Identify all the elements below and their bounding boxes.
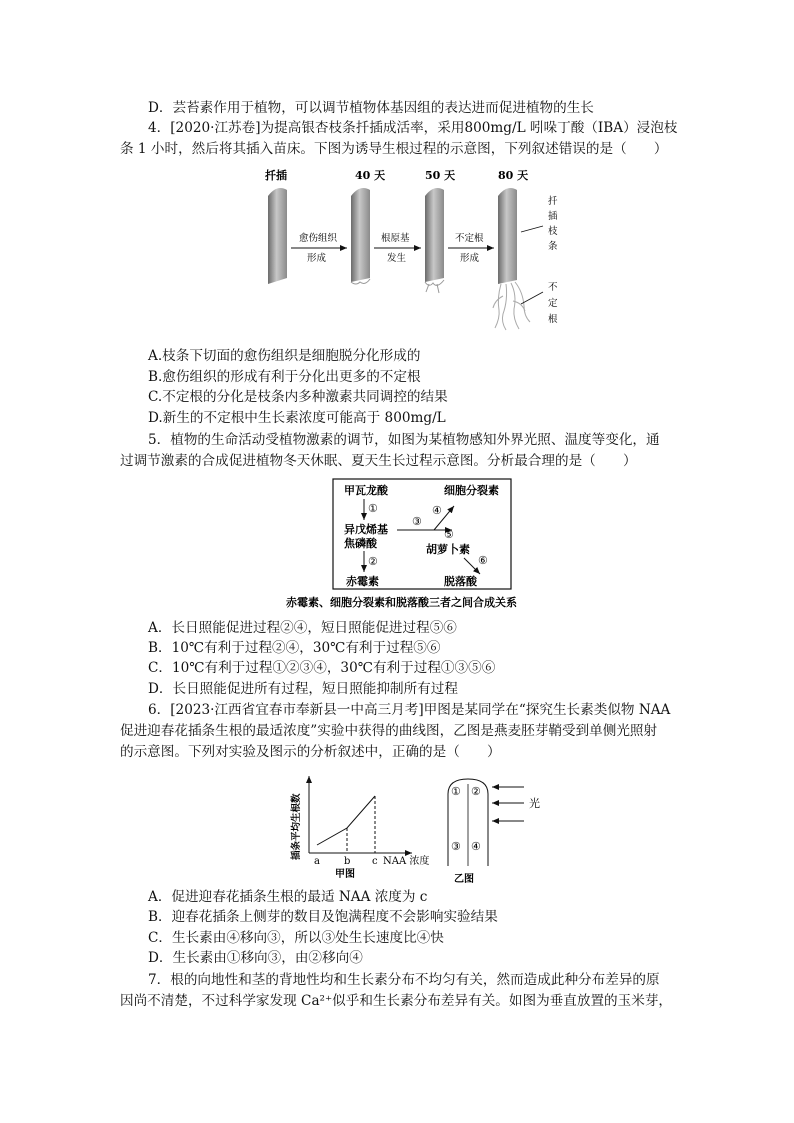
svg-text:⑤: ⑤ xyxy=(444,528,454,541)
svg-text:③: ③ xyxy=(412,515,422,528)
q6-option-a: A．促进迎春花插条生根的最适 NAA 浓度为 c xyxy=(148,889,428,905)
q6-stem-3: 的示意图。下列对实验及图示的分析叙述中，正确的是（ ） xyxy=(120,744,501,760)
caption-yi: 乙图 xyxy=(454,874,474,885)
curve xyxy=(317,796,375,845)
stem-stage-1 xyxy=(268,188,287,284)
label-branch: 插 xyxy=(548,211,558,222)
arrow-label: 形成 xyxy=(307,253,327,264)
node-cytokinin: 细胞分裂素 xyxy=(444,484,499,497)
arrow-label: 根原基 xyxy=(381,233,410,244)
node-ipp: 异戊烯基 xyxy=(344,523,388,536)
node-carotene: 胡萝卜素 xyxy=(426,543,470,556)
arrow-label: 不定根 xyxy=(455,233,484,244)
pos-1: ① xyxy=(451,785,461,798)
caption-jia: 甲图 xyxy=(335,869,355,880)
q7-stem-1: 7．根的向地性和茎的背地性均和生长素分布不均匀有关，然而造成此种分布差异的原 xyxy=(148,972,660,988)
q5-stem-2: 过调节激素的合成促进植物冬天休眠、夏天生长过程示意图。分析最合理的是（ ） xyxy=(120,453,637,469)
q4-option-b: B.愈伤组织的形成有利于分化出更多的不定根 xyxy=(148,369,421,385)
tick-a: a xyxy=(314,856,320,867)
svg-text:④: ④ xyxy=(432,504,442,517)
svg-text:②: ② xyxy=(368,555,378,568)
q4-option-d: D.新生的不定根中生长素浓度可能高于 800mg/L xyxy=(148,410,446,426)
q6-stem-1: 6．[2023·江西省宜春市奉新县一中高三月考]甲图是某同学在“探究生长素类似物 NAA xyxy=(148,702,671,718)
pos-3: ③ xyxy=(451,840,461,853)
stage-label: 50 天 xyxy=(425,169,456,182)
label-branch: 条 xyxy=(548,241,558,252)
q6-figure-jia xyxy=(287,770,447,882)
label-root: 不 xyxy=(548,282,558,293)
q5-option-a: A．长日照能促进过程②④，短日照能促进过程⑤⑥ xyxy=(148,620,457,636)
q5-option-d: D．长日照能促进所有过程，短日照能抑制所有过程 xyxy=(148,681,458,697)
y-axis-label: 插条平均生根数 xyxy=(291,793,302,860)
node-gibberellin: 赤霉素 xyxy=(346,575,379,588)
q6-figure-yi xyxy=(444,776,544,886)
q4-stem-2: 条 1 小时，然后将其插入苗床。下图为诱导生根过程的示意图，下列叙述错误的是（ ） xyxy=(120,141,668,157)
x-axis-label: NAA 浓度 xyxy=(383,856,430,867)
q4-stem-1: 4．[2020·江苏卷]为提高银杏枝条扦插成活率，采用800mg/L 吲哚丁酸（IBA）浸泡枝 xyxy=(148,120,678,136)
svg-text:⑥: ⑥ xyxy=(478,554,488,567)
q6-option-d: D．生长素由①移向③，由②移向④ xyxy=(148,950,363,966)
node-ipp: 焦磷酸 xyxy=(344,537,377,550)
q4-rooting-figure xyxy=(255,166,575,336)
q5-option-b: B．10℃有利于过程②④，30℃有利于过程⑤⑥ xyxy=(148,640,441,656)
stem-stage-4 xyxy=(498,188,517,284)
q3-option-d: D．芸苔素作用于植物，可以调节植物体基因组的表达进而促进植物的生长 xyxy=(148,100,594,116)
tick-c: c xyxy=(372,856,378,867)
q5-stem-1: 5．植物的生命活动受植物激素的调节，如图为某植物感知外界光照、温度等变化，通 xyxy=(148,432,660,448)
q6-option-c: C．生长素由④移向③，所以③处生长速度比④快 xyxy=(148,930,444,946)
arrow-label: 发生 xyxy=(387,253,407,264)
q4-option-c: C.不定根的分化是枝条内多种激素共同调控的结果 xyxy=(148,389,448,405)
label-branch: 扦 xyxy=(548,196,558,207)
stage-label: 扦插 xyxy=(265,169,287,182)
stage-label: 40 天 xyxy=(355,169,386,182)
adventitious-roots xyxy=(493,282,530,330)
q6-stem-2: 促进迎春花插条生根的最适浓度”实验中获得的曲线图，乙图是燕麦胚芽鞘受到单侧光照射 xyxy=(120,723,658,739)
pos-2: ② xyxy=(471,785,481,798)
q5-hormone-figure xyxy=(284,478,554,612)
tick-b: b xyxy=(344,856,351,867)
stage-label: 80 天 xyxy=(498,169,529,182)
label-root: 根 xyxy=(548,314,558,325)
node-mevalonic: 甲瓦龙酸 xyxy=(344,484,388,497)
arrow-label: 形成 xyxy=(460,253,480,264)
pos-4: ④ xyxy=(471,840,481,853)
label-root: 定 xyxy=(548,298,558,309)
svg-text:①: ① xyxy=(368,502,378,515)
q5-option-c: C．10℃有利于过程①②③④，30℃有利于过程①③⑤⑥ xyxy=(148,660,496,676)
q6-option-b: B．迎春花插条上侧芽的数目及饱满程度不会影响实验结果 xyxy=(148,909,498,925)
stem-stage-2 xyxy=(351,188,370,282)
stem-stage-3 xyxy=(425,188,444,282)
node-abscisic: 脱落酸 xyxy=(444,575,477,588)
label-branch: 枝 xyxy=(548,226,558,237)
arrow-label: 愈伤组织 xyxy=(299,233,338,244)
fig5-caption: 赤霉素、细胞分裂素和脱落酸三者之间合成关系 xyxy=(286,596,517,609)
q7-stem-2: 因尚不清楚，不过科学家发现 Ca²⁺似乎和生长素分布差异有关。如图为垂直放置的玉米芽， xyxy=(120,993,673,1009)
light-label: 光 xyxy=(529,797,540,810)
q4-option-a: A.枝条下切面的愈伤组织是细胞脱分化形成的 xyxy=(148,348,421,364)
